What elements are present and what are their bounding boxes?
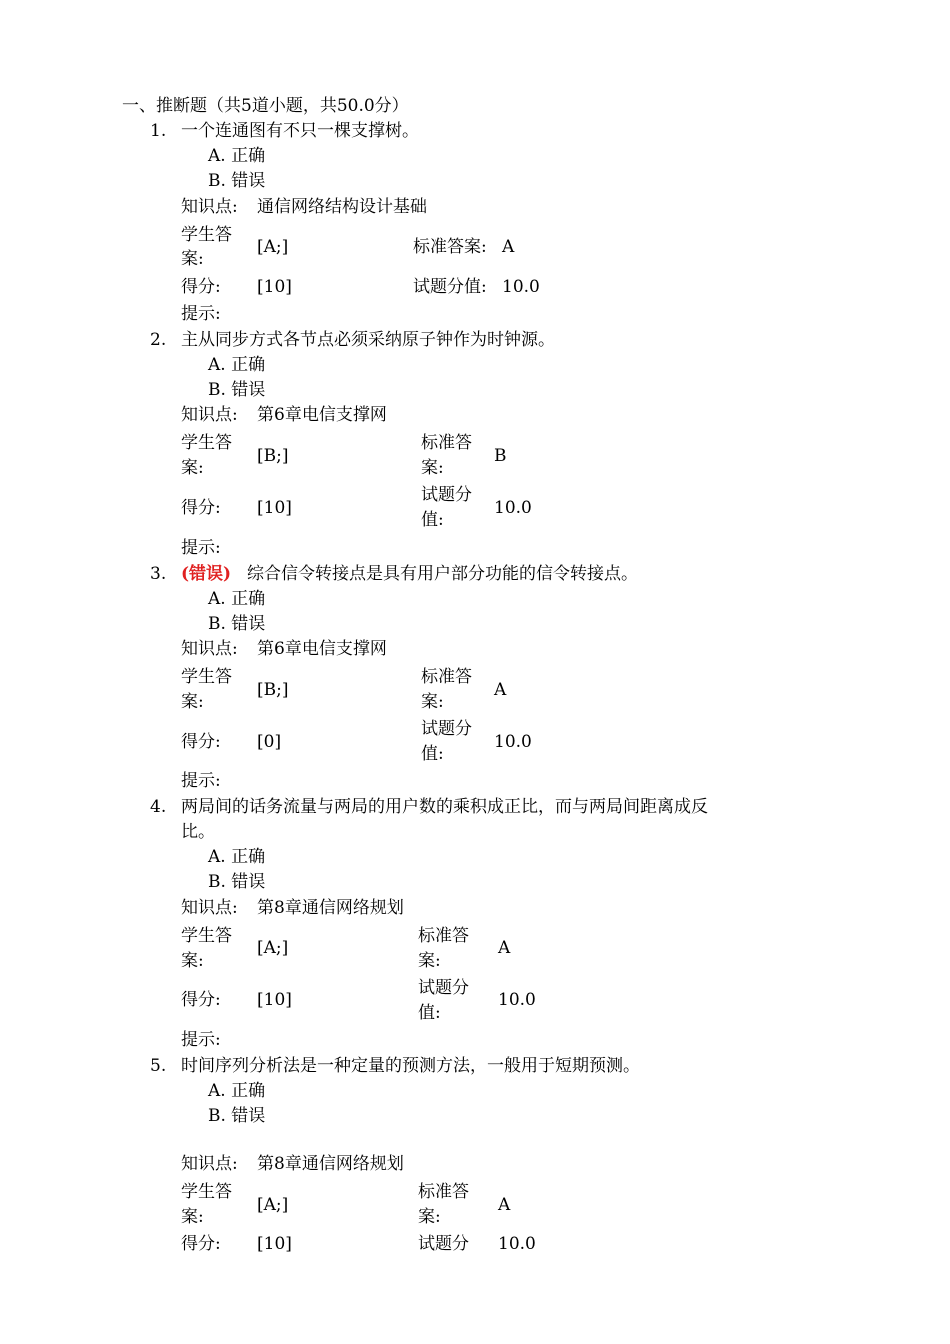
standard-answer-value: A <box>502 237 515 257</box>
standard-answer-value: A <box>498 1195 511 1215</box>
option-a: A. 正确 <box>208 355 266 375</box>
point-value: 10.0 <box>494 732 532 752</box>
knowledge-value: 第6章电信支撑网 <box>257 405 387 425</box>
student-answer-value: [A;] <box>257 938 289 958</box>
option-a: A. 正确 <box>208 847 266 867</box>
knowledge-label: 知识点: <box>181 898 238 918</box>
point-value: 10.0 <box>502 277 540 297</box>
score-value: [10] <box>257 990 292 1010</box>
point-value-label-cont: 值: <box>421 510 444 530</box>
option-b: B. 错误 <box>208 614 266 634</box>
question-number: 1. <box>150 121 167 141</box>
question-text-cont: 比。 <box>181 822 215 842</box>
standard-answer-label-cont: 案: <box>421 458 444 478</box>
score-label: 得分: <box>181 277 221 297</box>
point-value-label: 试题分值: <box>413 277 487 297</box>
score-value: [10] <box>257 498 292 518</box>
student-answer-value: [A;] <box>257 237 289 257</box>
standard-answer-label: 标准答 <box>421 433 472 453</box>
standard-answer-value: B <box>494 446 507 466</box>
student-answer-label-cont: 案: <box>181 951 204 971</box>
standard-answer-value: A <box>498 938 511 958</box>
student-answer-label: 学生答 <box>181 433 232 453</box>
hint-label: 提示: <box>181 304 221 324</box>
point-value-label-cont: 值: <box>421 744 444 764</box>
student-answer-value: [A;] <box>257 1195 289 1215</box>
option-b: B. 错误 <box>208 1106 266 1126</box>
student-answer-label-cont: 案: <box>181 249 204 269</box>
point-value: 10.0 <box>494 498 532 518</box>
knowledge-value: 第6章电信支撑网 <box>257 639 387 659</box>
knowledge-value: 第8章通信网络规划 <box>257 898 404 918</box>
standard-answer-value: A <box>494 680 507 700</box>
option-a: A. 正确 <box>208 589 266 609</box>
point-value-label: 试题分 <box>421 485 472 505</box>
wrong-mark: (错误) <box>181 564 232 584</box>
question-text: 综合信令转接点是具有用户部分功能的信令转接点。 <box>247 564 638 584</box>
knowledge-label: 知识点: <box>181 197 238 217</box>
student-answer-label: 学生答 <box>181 667 232 687</box>
score-value: [10] <box>257 277 292 297</box>
student-answer-label-cont: 案: <box>181 458 204 478</box>
option-b: B. 错误 <box>208 872 266 892</box>
option-b: B. 错误 <box>208 171 266 191</box>
standard-answer-label-cont: 案: <box>418 1207 441 1227</box>
question-number: 2. <box>150 330 167 350</box>
question-number: 5. <box>150 1056 167 1076</box>
knowledge-label: 知识点: <box>181 639 238 659</box>
point-value: 10.0 <box>498 1234 536 1254</box>
standard-answer-label: 标准答 <box>418 926 469 946</box>
question-text: 两局间的话务流量与两局的用户数的乘积成正比，而与两局间距离成反 <box>181 797 708 817</box>
student-answer-value: [B;] <box>257 446 289 466</box>
student-answer-label: 学生答 <box>181 926 232 946</box>
option-b: B. 错误 <box>208 380 266 400</box>
section-title: 一、推断题（共5道小题，共50.0分） <box>122 96 409 116</box>
hint-label: 提示: <box>181 1030 221 1050</box>
score-label: 得分: <box>181 732 221 752</box>
student-answer-label-cont: 案: <box>181 1207 204 1227</box>
hint-label: 提示: <box>181 771 221 791</box>
question-text: 主从同步方式各节点必须采纳原子钟作为时钟源。 <box>181 330 555 350</box>
question-number: 4. <box>150 797 167 817</box>
score-value: [10] <box>257 1234 292 1254</box>
student-answer-label-cont: 案: <box>181 692 204 712</box>
question-text: 一个连通图有不只一棵支撑树。 <box>181 121 419 141</box>
question-text: 时间序列分析法是一种定量的预测方法，一般用于短期预测。 <box>181 1056 640 1076</box>
point-value-label: 试题分 <box>418 1234 469 1254</box>
hint-label: 提示: <box>181 538 221 558</box>
standard-answer-label: 标准答案: <box>413 237 487 257</box>
knowledge-label: 知识点: <box>181 405 238 425</box>
point-value-label: 试题分 <box>421 719 472 739</box>
score-label: 得分: <box>181 990 221 1010</box>
knowledge-value: 第8章通信网络规划 <box>257 1154 404 1174</box>
standard-answer-label: 标准答 <box>418 1182 469 1202</box>
score-value: [0] <box>257 732 282 752</box>
option-a: A. 正确 <box>208 1081 266 1101</box>
knowledge-value: 通信网络结构设计基础 <box>257 197 427 217</box>
question-number: 3. <box>150 564 167 584</box>
point-value: 10.0 <box>498 990 536 1010</box>
student-answer-label: 学生答 <box>181 225 232 245</box>
standard-answer-label-cont: 案: <box>418 951 441 971</box>
student-answer-label: 学生答 <box>181 1182 232 1202</box>
score-label: 得分: <box>181 1234 221 1254</box>
knowledge-label: 知识点: <box>181 1154 238 1174</box>
point-value-label: 试题分 <box>418 978 469 998</box>
score-label: 得分: <box>181 498 221 518</box>
standard-answer-label-cont: 案: <box>421 692 444 712</box>
standard-answer-label: 标准答 <box>421 667 472 687</box>
option-a: A. 正确 <box>208 146 266 166</box>
student-answer-value: [B;] <box>257 680 289 700</box>
point-value-label-cont: 值: <box>418 1003 441 1023</box>
